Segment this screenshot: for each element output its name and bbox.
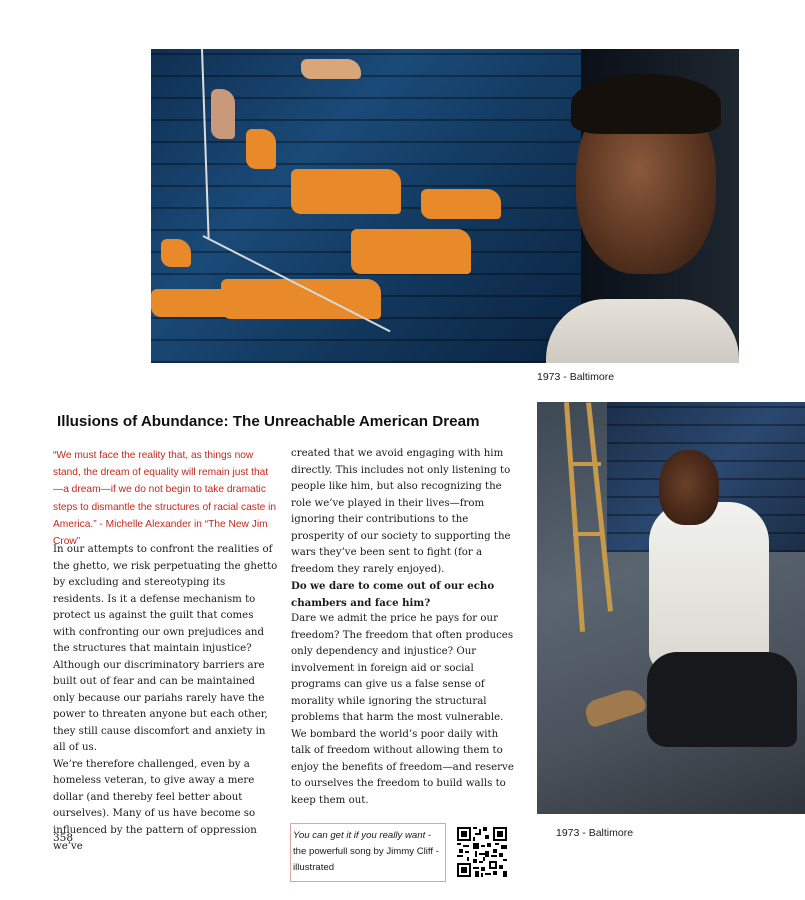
song-title: You can get it if you really want - bbox=[293, 830, 432, 841]
photo-man-sitting-on-floor bbox=[537, 402, 805, 814]
paragraph: We’re therefore challenged, even by a homeless veteran, to give away a mere dollar (and thereby feel better about ourselves). Many of us have become so influenced by the pattern of oppression we’ve bbox=[53, 758, 257, 852]
man-hair bbox=[571, 74, 721, 134]
man-face bbox=[659, 450, 719, 525]
photo-caption-right: 1973 - Baltimore bbox=[556, 827, 634, 839]
article-headline: Illusions of Abundance: The Unreachable American Dream bbox=[57, 413, 480, 430]
paint-patch bbox=[246, 129, 276, 169]
question-heading: Do we dare to come out of our echo chambers and face him? bbox=[291, 580, 495, 609]
dark-trousers bbox=[647, 652, 797, 747]
body-column-1 bbox=[53, 542, 279, 856]
paint-patch bbox=[301, 59, 361, 79]
paint-patch bbox=[351, 229, 471, 274]
crutch-rung bbox=[573, 532, 601, 536]
white-shirt bbox=[546, 299, 739, 363]
body-column-2 bbox=[291, 446, 517, 809]
photo-caption-top: 1973 - Baltimore bbox=[537, 371, 615, 383]
song-reference-box bbox=[290, 823, 446, 882]
pull-quote: “We must face the reality that, as things now stand, the dream of equality will remain just that—a dream—if we do not begin to take dramatic steps to dismantle the structures of racial caste in America.” - Michelle Alexander in “The New Jim Crow” bbox=[53, 450, 277, 548]
song-description: the powerfull song by Jimmy Cliff - illustrated bbox=[293, 845, 439, 873]
page-number: 358 bbox=[53, 832, 74, 844]
wooden-crutch bbox=[564, 402, 585, 632]
paragraph: created that we avoid engaging with him directly. This includes not only listening to people like him, but also recognizing the role we’ve played in their lives—from ignoring their contributions to the prosperity of our society to supporting the wars they’ve been sent to fight (for a freedom they rarely enjoyed). bbox=[291, 448, 511, 575]
white-shirt bbox=[649, 502, 769, 672]
qr-code-icon[interactable] bbox=[457, 827, 507, 877]
shoe bbox=[582, 685, 647, 728]
paint-patch bbox=[211, 89, 235, 139]
paint-patch bbox=[291, 169, 401, 214]
paragraph: Dare we admit the price he pays for our freedom? The freedom that often produces only dependency and injustice? Our involvement in foreign aid or social programs can give us a false sense of morality while ignoring the structural problems that harm the most vulnerable. We bombard the world’s poor daily with talk of freedom without allowing them to enjoy the benefits of freedom—and reserve to ourselves the freedom to build walls to keep them out. bbox=[291, 613, 514, 806]
paint-patch bbox=[421, 189, 501, 219]
photo-man-against-brick-wall bbox=[151, 49, 739, 363]
paragraph: In our attempts to confront the realities of the ghetto, we risk perpetuating the ghetto by excluding and stereotyping its residents. Is it a defense mechanism to protect us against the guilt that comes with confronting our own prejudices and the structures that maintain injustice? Although our discriminatory barriers are built out of fear and can be maintained only because our pariahs rarely have the power to threaten anyone but each other, they still cause discomfort and anxiety in all of us. bbox=[53, 544, 278, 753]
paint-patch bbox=[161, 239, 191, 267]
crutch-rung bbox=[573, 462, 601, 466]
